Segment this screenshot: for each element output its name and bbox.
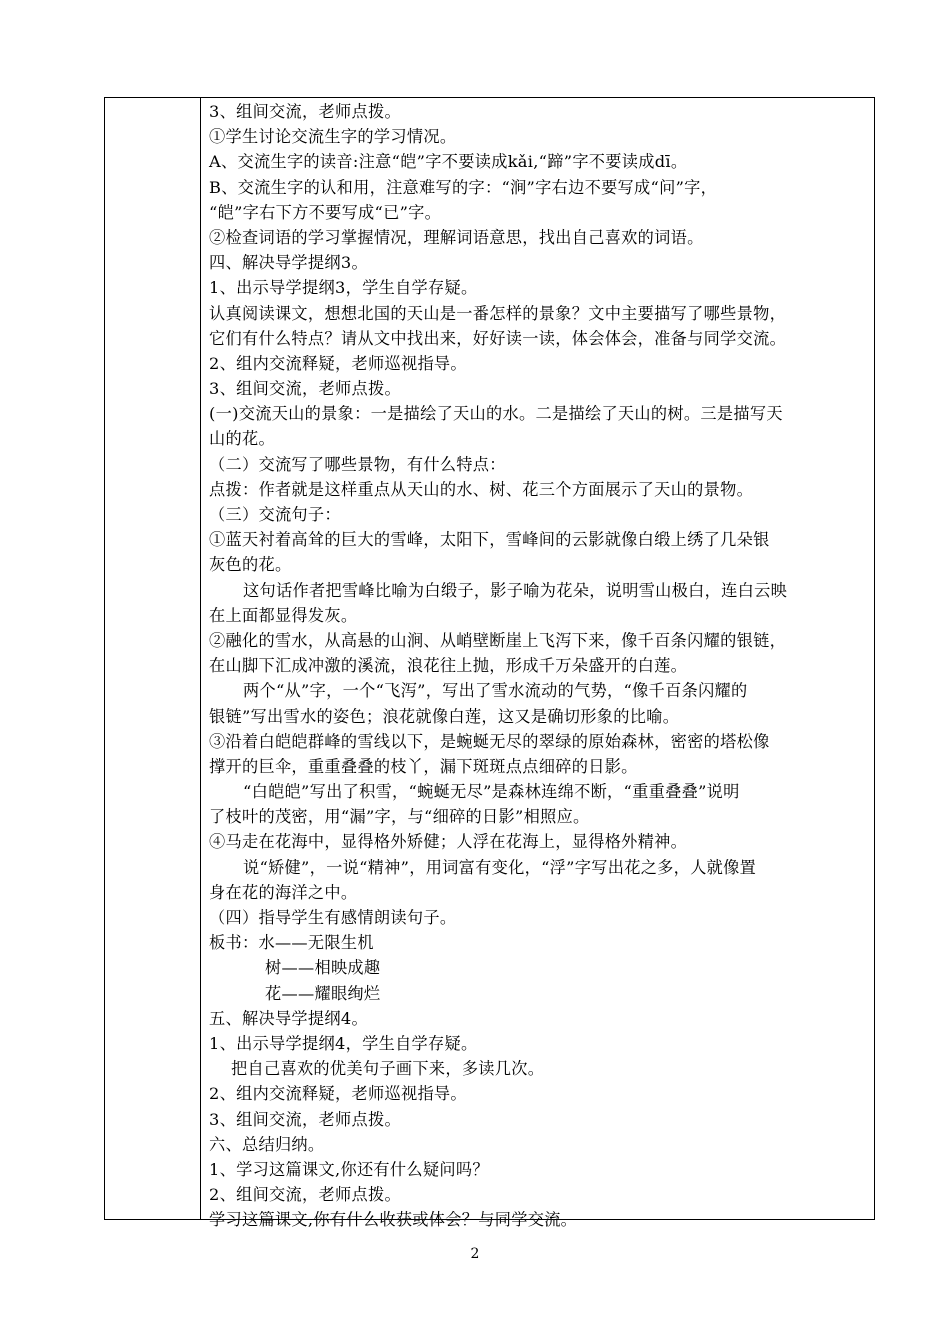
text-line: 2、组内交流释疑，老师巡视指导。	[209, 353, 467, 373]
text-line: ①学生讨论交流生字的学习情况。	[209, 127, 457, 147]
text-line: A、交流生字的读音:注意“皑”字不要读成kǎi,“蹄”字不要读成dī。	[209, 152, 688, 172]
text-line: ②融化的雪水，从高悬的山涧、从峭壁断崖上飞泻下来，像千百条闪耀的银链，	[209, 630, 787, 650]
table-content-cell	[209, 99, 869, 1232]
text-line: 山的花。	[209, 429, 275, 449]
text-line: 撑开的巨伞，重重叠叠的枝丫，漏下斑斑点点细碎的日影。	[209, 756, 638, 776]
text-line: ④马走在花海中，显得格外矫健；人浮在花海上，显得格外精神。	[209, 832, 688, 852]
text-line: 灰色的花。	[209, 555, 292, 575]
text-line: “皑”字右下方不要写成“已”字。	[209, 202, 442, 222]
text-line: 它们有什么特点？请从文中找出来，好好读一读，体会体会，准备与同学交流。	[209, 328, 787, 348]
text-line: 2、组间交流，老师点拨。	[209, 1185, 401, 1205]
text-line: （四）指导学生有感情朗读句子。	[209, 908, 457, 927]
section-heading: 六、总结归纳。	[209, 1134, 325, 1154]
text-line: 说“矫健”，一说“精神”，用词富有变化，“浮”字写出花之多，人就像置	[243, 857, 757, 877]
text-line: 了枝叶的茂密，用“漏”字，与“细碎的日影”相照应。	[209, 807, 590, 827]
text-line: “白皑皑”写出了积雪，“蜿蜒无尽”是森林连绵不断，“重重叠叠”说明	[243, 782, 740, 802]
text-line: 3、组间交流，老师点拨。	[209, 379, 401, 399]
text-line: 3、组间交流，老师点拨。	[209, 102, 401, 121]
text-line: B、交流生字的认和用，注意难写的字：“涧”字右边不要写成“问”字，	[209, 177, 718, 197]
lesson-table	[104, 97, 875, 1230]
text-line: 两个“从”字，一个“飞泻”，写出了雪水流动的气势，“像千百条闪耀的	[243, 681, 748, 701]
text-line: 2、组内交流释疑，老师巡视指导。	[209, 1084, 467, 1104]
text-line: 1、学习这篇课文,你还有什么疑问吗？	[209, 1159, 489, 1179]
text-line: 学习这篇课文,你有什么收获或体会？与同学交流。	[209, 1210, 578, 1230]
text-line: 把自己喜欢的优美句子画下来，多读几次。	[231, 1059, 545, 1079]
board-line: 花——耀眼绚烂	[265, 983, 381, 1003]
section-heading: 五、解决导学提纲4。	[209, 1008, 368, 1028]
text-line: 身在花的海洋之中。	[209, 882, 358, 902]
section-heading: 四、解决导学提纲3。	[209, 253, 368, 273]
text-line: 这句话作者把雪峰比喻为白缎子，影子喻为花朵，说明雪山极白，连白云映	[243, 580, 788, 600]
text-line: ②检查词语的学习掌握情况，理解词语意思，找出自己喜欢的词语。	[209, 227, 704, 247]
text-line: (一)交流天山的景象：一是描绘了天山的水。二是描绘了天山的树。三是描写天	[209, 404, 783, 424]
text-line: 1、出示导学提纲4，学生自学存疑。	[209, 1033, 478, 1053]
text-line: （二）交流写了哪些景物，有什么特点：	[209, 454, 506, 474]
text-line: 认真阅读课文，想想北国的天山是一番怎样的景象？文中主要描写了哪些景物，	[209, 303, 787, 323]
text-line: 银链”写出雪水的姿色；浪花就像白莲，这又是确切形象的比喻。	[209, 706, 680, 726]
table-left-column	[105, 98, 201, 1219]
text-line: 3、组间交流，老师点拨。	[209, 1109, 401, 1129]
text-line: （三）交流句子：	[209, 505, 341, 524]
board-line: 板书：水——无限生机	[209, 933, 374, 953]
text-line: 在山脚下汇成冲激的溪流，浪花往上抛，形成千万朵盛开的白莲。	[209, 656, 688, 676]
text-line: 点拨：作者就是这样重点从天山的水、树、花三个方面展示了天山的景物。	[209, 479, 754, 499]
page-number: 2	[470, 1246, 480, 1262]
board-line: 树——相映成趣	[265, 958, 381, 978]
text-line: ①蓝天衬着高耸的巨大的雪峰，太阳下，雪峰间的云影就像白缎上绣了几朵银	[209, 530, 770, 550]
text-line: 1、出示导学提纲3，学生自学存疑。	[209, 278, 478, 298]
text-line: 在上面都显得发灰。	[209, 605, 358, 625]
text-line: ③沿着白皑皑群峰的雪线以下，是蜿蜒无尽的翠绿的原始森林，密密的塔松像	[209, 731, 770, 751]
